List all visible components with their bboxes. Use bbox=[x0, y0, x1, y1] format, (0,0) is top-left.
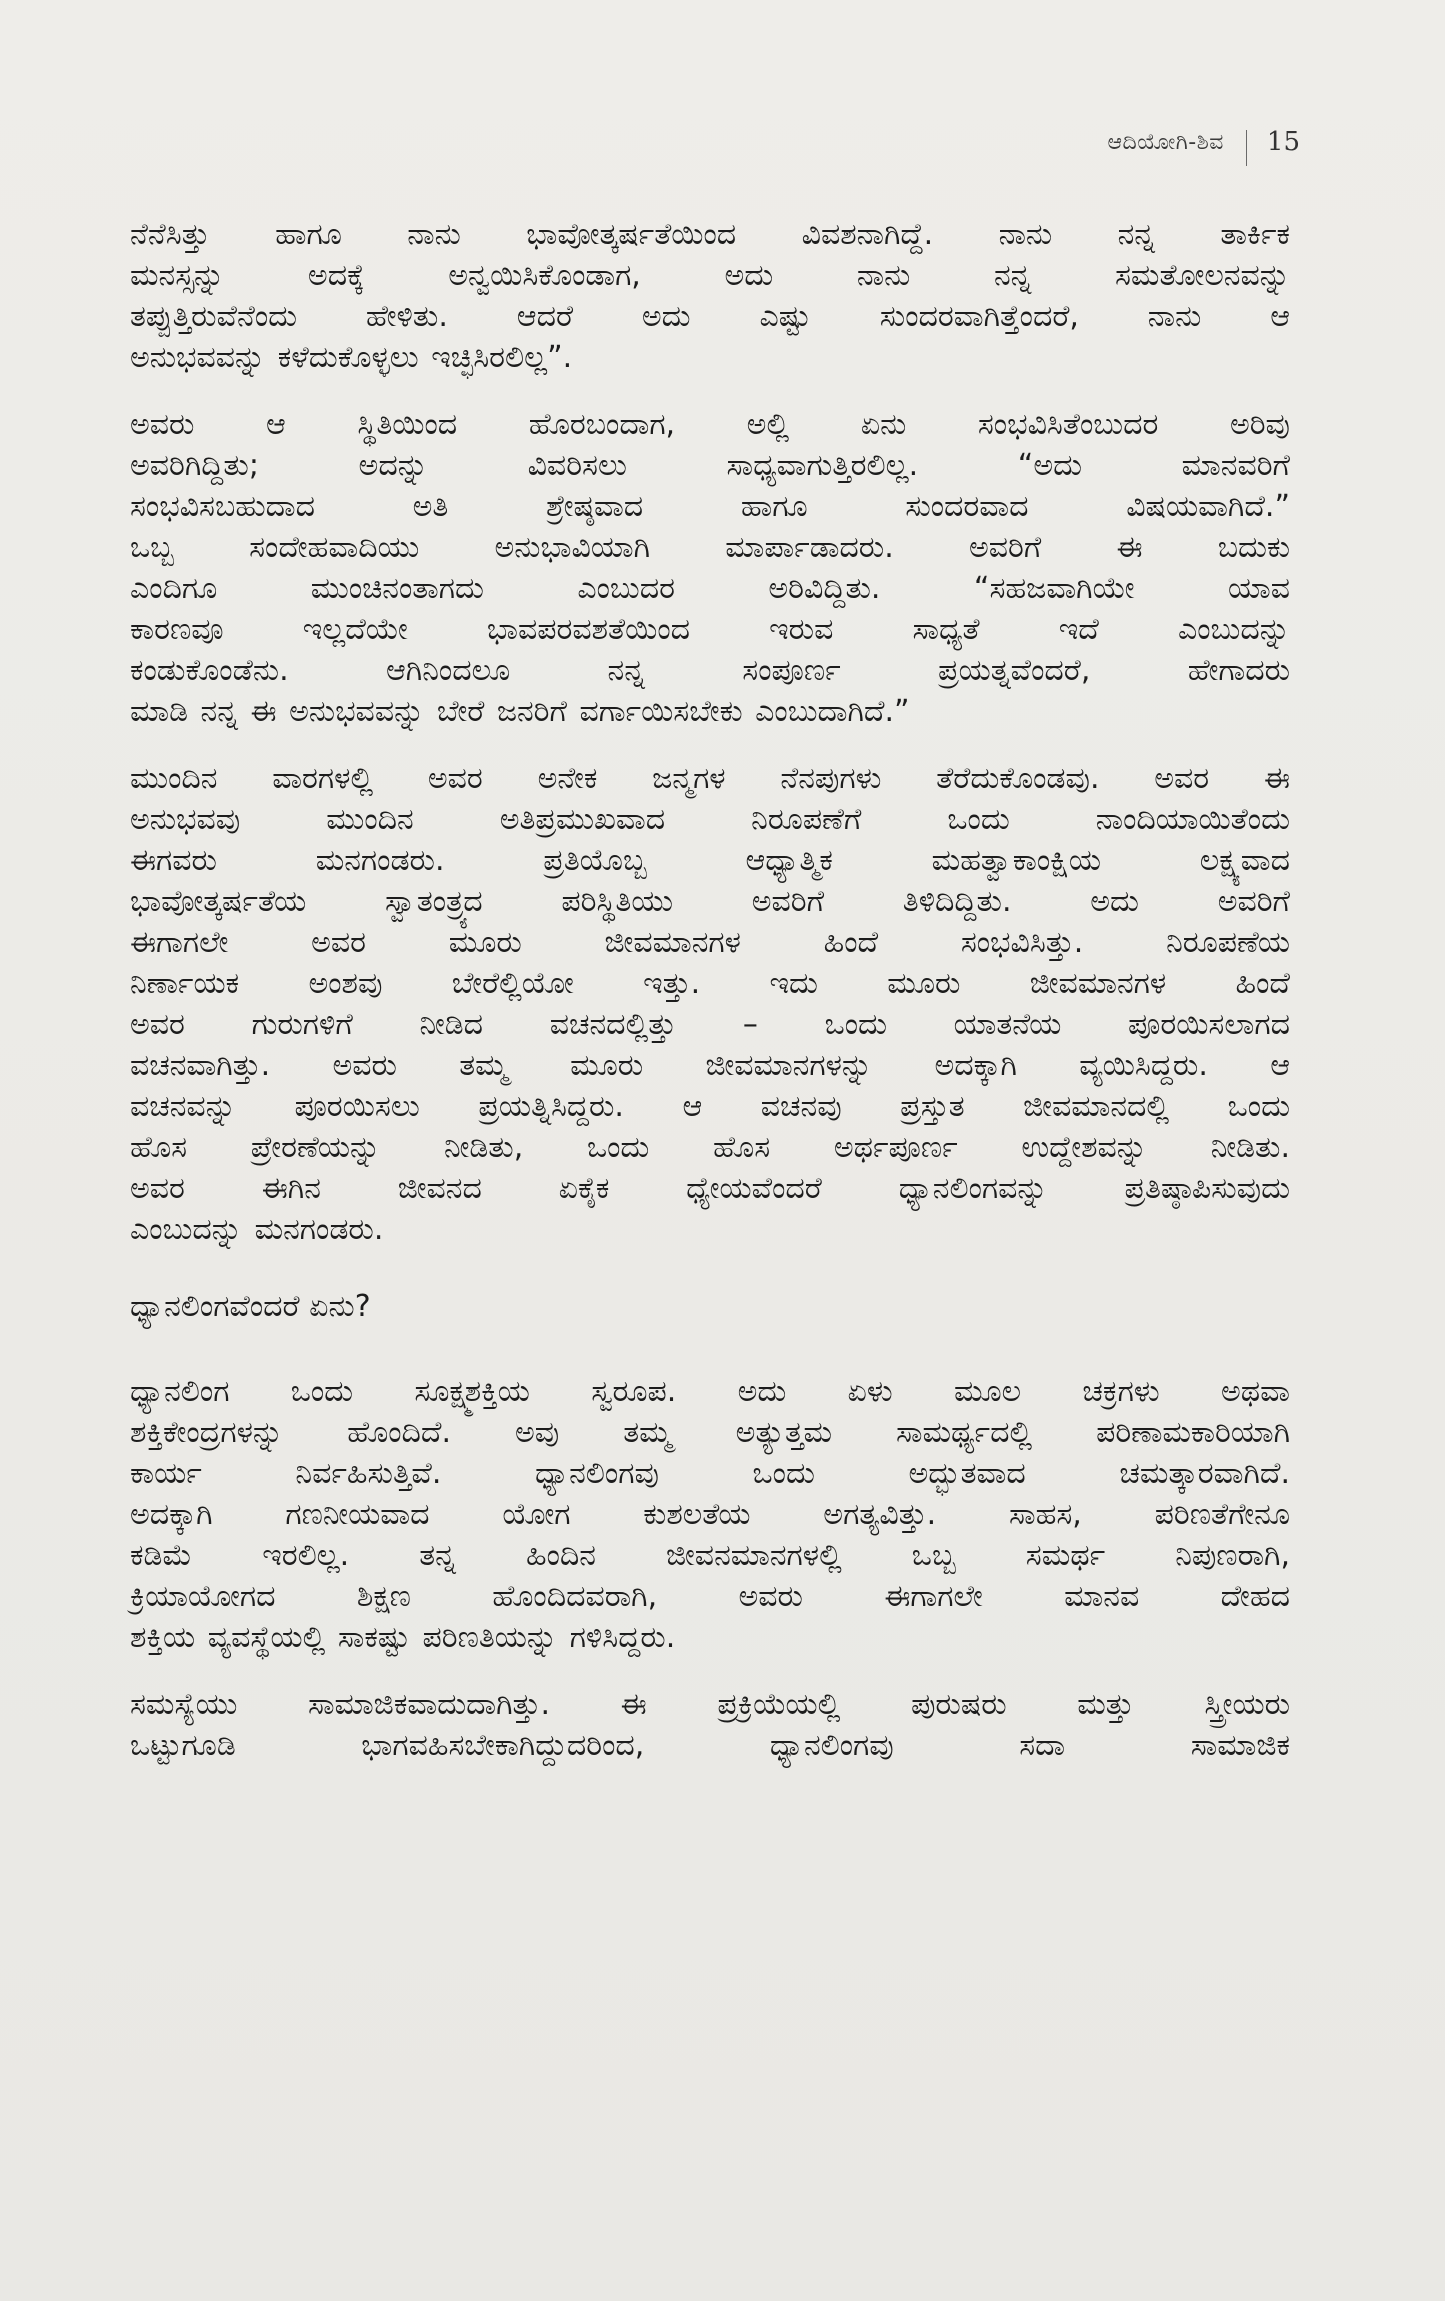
text-line: ಧ್ಯಾನಲಿಂಗ ಒಂದು ಸೂಕ್ಷ್ಮಶಕ್ತಿಯ ಸ್ವರೂಪ. ಅದು ಏಳು ಮೂಲ ಚಕ್ರಗಳು ಅಥವಾ bbox=[130, 1374, 1290, 1409]
text-line: ಸಮಸ್ಯೆಯು ಸಾಮಾಜಿಕವಾದುದಾಗಿತ್ತು. ಈ ಪ್ರಕ್ರಿಯೆಯಲ್ಲಿ ಪುರುಷರು ಮತ್ತು ಸ್ತ್ರೀಯರು bbox=[130, 1687, 1290, 1722]
text-line: ಮಾಡಿ ನನ್ನ ಈ ಅನುಭವವನ್ನು ಬೇರೆ ಜನರಿಗೆ ವರ್ಗಾಯಿಸಬೇಕು ಎಂಬುದಾಗಿದೆ.” bbox=[130, 694, 910, 729]
text-line: ವಚನವನ್ನು ಪೂರಯಿಸಲು ಪ್ರಯತ್ನಿಸಿದ್ದರು. ಆ ವಚನವು ಪ್ರಸ್ತುತ ಜೀವಮಾನದಲ್ಲಿ ಒಂದು bbox=[130, 1089, 1290, 1124]
text-line: ಅದಕ್ಕಾಗಿ ಗಣನೀಯವಾದ ಯೋಗ ಕುಶಲತೆಯ ಅಗತ್ಯವಿತ್ತು. ಸಾಹಸ, ಪರಿಣತೆಗೇನೂ bbox=[130, 1497, 1290, 1532]
text-line: ಒಟ್ಟುಗೂಡಿ ಭಾಗವಹಿಸಬೇಕಾಗಿದ್ದುದರಿಂದ, ಧ್ಯಾನಲಿಂಗವು ಸದಾ ಸಾಮಾಜಿಕ bbox=[130, 1728, 1290, 1763]
header-divider bbox=[1246, 130, 1247, 166]
paragraph-3 bbox=[130, 758, 1290, 1250]
page-number: 15 bbox=[1266, 127, 1300, 157]
text-line: ಎಂಬುದನ್ನು ಮನಗಂಡರು. bbox=[130, 1212, 384, 1247]
text-line: ಅನುಭವವು ಮುಂದಿನ ಅತಿಪ್ರಮುಖವಾದ ನಿರೂಪಣೆಗೆ ಒಂದು ನಾಂದಿಯಾಯಿತೆಂದು bbox=[130, 802, 1290, 837]
text-line: ಹೊಸ ಪ್ರೇರಣೆಯನ್ನು ನೀಡಿತು, ಒಂದು ಹೊಸ ಅರ್ಥಪೂರ್ಣ ಉದ್ದೇಶವನ್ನು ನೀಡಿತು. bbox=[130, 1130, 1290, 1165]
text-line: ಅವರು ಆ ಸ್ಥಿತಿಯಿಂದ ಹೊರಬಂದಾಗ, ಅಲ್ಲಿ ಏನು ಸಂಭವಿಸಿತೆಂಬುದರ ಅರಿವು bbox=[130, 407, 1290, 442]
text-line: ಈಗಾಗಲೇ ಅವರ ಮೂರು ಜೀವಮಾನಗಳ ಹಿಂದೆ ಸಂಭವಿಸಿತ್ತು. ನಿರೂಪಣೆಯ bbox=[130, 925, 1290, 960]
paragraph-5 bbox=[130, 1684, 1290, 1766]
text-line: ಕಾರ್ಯ ನಿರ್ವಹಿಸುತ್ತಿವೆ. ಧ್ಯಾನಲಿಂಗವು ಒಂದು ಅದ್ಭುತವಾದ ಚಮತ್ಕಾರವಾಗಿದೆ. bbox=[130, 1456, 1290, 1491]
text-line: ಅವರಿಗಿದ್ದಿತು; ಅದನ್ನು ವಿವರಿಸಲು ಸಾಧ್ಯವಾಗುತ್ತಿರಲಿಲ್ಲ. “ಅದು ಮಾನವರಿಗೆ bbox=[130, 448, 1290, 483]
running-head bbox=[1107, 124, 1300, 160]
page-body bbox=[130, 214, 1290, 1792]
text-line: ಈಗವರು ಮನಗಂಡರು. ಪ್ರತಿಯೊಬ್ಬ ಆಧ್ಯಾತ್ಮಿಕ ಮಹತ್ವಾಕಾಂಕ್ಷಿಯ ಲಕ್ಷ್ಯವಾದ bbox=[130, 843, 1290, 878]
text-line: ಅನುಭವವನ್ನು ಕಳೆದುಕೊಳ್ಳಲು ಇಚ್ಛಿಸಿರಲಿಲ್ಲ”. bbox=[130, 340, 573, 375]
text-line: ಮನಸ್ಸನ್ನು ಅದಕ್ಕೆ ಅನ್ವಯಿಸಿಕೊಂಡಾಗ, ಅದು ನಾನು ನನ್ನ ಸಮತೋಲನವನ್ನು bbox=[130, 258, 1290, 293]
text-line: ಸಂಭವಿಸಬಹುದಾದ ಅತಿ ಶ್ರೇಷ್ಠವಾದ ಹಾಗೂ ಸುಂದರವಾದ ವಿಷಯವಾಗಿದೆ.” bbox=[130, 489, 1290, 524]
text-line: ಶಕ್ತಿಯ ವ್ಯವಸ್ಥೆಯಲ್ಲಿ ಸಾಕಷ್ಟು ಪರಿಣತಿಯನ್ನು ಗಳಿಸಿದ್ದರು. bbox=[130, 1620, 676, 1655]
text-line: ಕಾರಣವೂ ಇಲ್ಲದೆಯೇ ಭಾವಪರವಶತೆಯಿಂದ ಇರುವ ಸಾಧ್ಯತೆ ಇದೆ ಎಂಬುದನ್ನು bbox=[130, 612, 1290, 647]
chapter-title: ಆದಿಯೋಗಿ-ಶಿವ bbox=[1107, 129, 1224, 155]
paragraph-4 bbox=[130, 1371, 1290, 1658]
text-line: ಅವರ ಗುರುಗಳಿಗೆ ನೀಡಿದ ವಚನದಲ್ಲಿತ್ತು – ಒಂದು ಯಾತನೆಯ ಪೂರಯಿಸಲಾಗದ bbox=[130, 1007, 1290, 1042]
paragraph-1 bbox=[130, 214, 1290, 378]
text-line: ಕಂಡುಕೊಂಡೆನು. ಆಗಿನಿಂದಲೂ ನನ್ನ ಸಂಪೂರ್ಣ ಪ್ರಯತ್ನವೆಂದರೆ, ಹೇಗಾದರು bbox=[130, 653, 1290, 688]
text-line: ಒಬ್ಬ ಸಂದೇಹವಾದಿಯು ಅನುಭಾವಿಯಾಗಿ ಮಾರ್ಪಾಡಾದರು. ಅವರಿಗೆ ಈ ಬದುಕು bbox=[130, 530, 1290, 565]
text-line: ಅವರ ಈಗಿನ ಜೀವನದ ಏಕೈಕ ಧ್ಯೇಯವೆಂದರೆ ಧ್ಯಾನಲಿಂಗವನ್ನು ಪ್ರತಿಷ್ಠಾಪಿಸುವುದು bbox=[130, 1171, 1290, 1206]
text-line: ವಚನವಾಗಿತ್ತು. ಅವರು ತಮ್ಮ ಮೂರು ಜೀವಮಾನಗಳನ್ನು ಅದಕ್ಕಾಗಿ ವ್ಯಯಿಸಿದ್ದರು. ಆ bbox=[130, 1048, 1290, 1083]
text-line: ಶಕ್ತಿಕೇಂದ್ರಗಳನ್ನು ಹೊಂದಿದೆ. ಅವು ತಮ್ಮ ಅತ್ಯುತ್ತಮ ಸಾಮರ್ಥ್ಯದಲ್ಲಿ ಪರಿಣಾಮಕಾರಿಯಾಗಿ bbox=[130, 1415, 1290, 1450]
text-line: ಮುಂದಿನ ವಾರಗಳಲ್ಲಿ ಅವರ ಅನೇಕ ಜನ್ಮಗಳ ನೆನಪುಗಳು ತೆರೆದುಕೊಂಡವು. ಅವರ ಈ bbox=[130, 761, 1290, 796]
text-line: ಎಂದಿಗೂ ಮುಂಚಿನಂತಾಗದು ಎಂಬುದರ ಅರಿವಿದ್ದಿತು. “ಸಹಜವಾಗಿಯೇ ಯಾವ bbox=[130, 571, 1290, 606]
text-line: ತಪ್ಪುತ್ತಿರುವೆನೆಂದು ಹೇಳಿತು. ಆದರೆ ಅದು ಎಷ್ಟು ಸುಂದರವಾಗಿತ್ತೆಂದರೆ, ನಾನು ಆ bbox=[130, 299, 1290, 334]
text-line: ಕ್ರಿಯಾಯೋಗದ ಶಿಕ್ಷಣ ಹೊಂದಿದವರಾಗಿ, ಅವರು ಈಗಾಗಲೇ ಮಾನವ ದೇಹದ bbox=[130, 1579, 1290, 1614]
text-line: ನೆನೆಸಿತ್ತು ಹಾಗೂ ನಾನು ಭಾವೋತ್ಕರ್ಷತೆಯಿಂದ ವಿವಶನಾಗಿದ್ದೆ. ನಾನು ನನ್ನ ತಾರ್ಕಿಕ bbox=[130, 217, 1290, 252]
text-line: ನಿರ್ಣಾಯಕ ಅಂಶವು ಬೇರೆಲ್ಲಿಯೋ ಇತ್ತು. ಇದು ಮೂರು ಜೀವಮಾನಗಳ ಹಿಂದೆ bbox=[130, 966, 1290, 1001]
paragraph-2 bbox=[130, 404, 1290, 732]
section-heading: ಧ್ಯಾನಲಿಂಗವೆಂದರೆ ಏನು? bbox=[130, 1289, 371, 1324]
text-line: ಭಾವೋತ್ಕರ್ಷತೆಯ ಸ್ವಾತಂತ್ರ್ಯದ ಪರಿಸ್ಥಿತಿಯು ಅವರಿಗೆ ತಿಳಿದಿದ್ದಿತು. ಅದು ಅವರಿಗೆ bbox=[130, 884, 1290, 919]
text-line: ಕಡಿಮೆ ಇರಲಿಲ್ಲ. ತನ್ನ ಹಿಂದಿನ ಜೀವನಮಾನಗಳಲ್ಲಿ ಒಬ್ಬ ಸಮರ್ಥ ನಿಪುಣರಾಗಿ, bbox=[130, 1538, 1290, 1573]
